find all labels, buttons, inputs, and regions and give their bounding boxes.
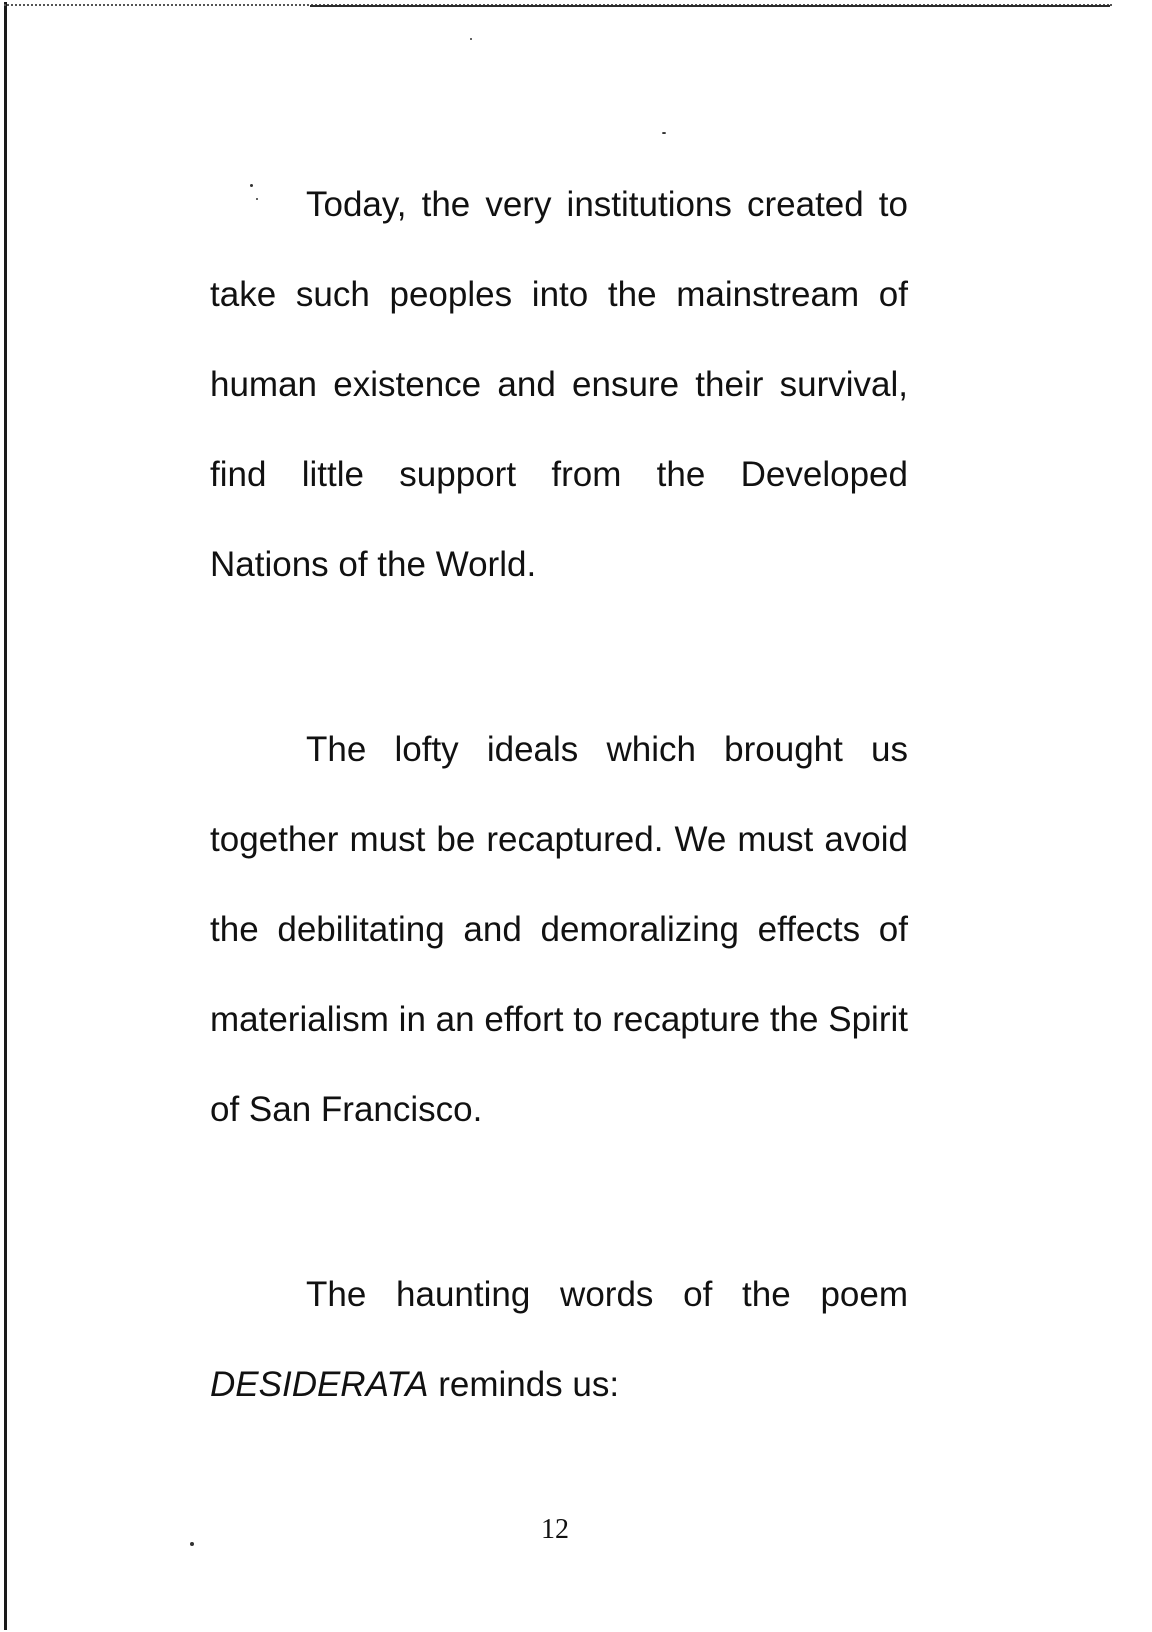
paragraph-3-text-after: reminds us:: [428, 1365, 620, 1404]
poem-title: DESIDERATA: [210, 1365, 429, 1404]
paragraph-2: The lofty ideals which brought us together must be recaptured. We must avoid the debilitating and demoralizing effects of materialism in an effort to recapture the Spirit of San Francisco.: [210, 730, 908, 1129]
scan-edge-left: [4, 2, 7, 1630]
scan-speck: [470, 38, 472, 40]
paragraph-3-text-before: The haunting words of the poem: [306, 1275, 908, 1314]
scan-speck: [662, 132, 666, 134]
paragraph-1: Today, the very institutions created to take such peoples into the mainstream of human existence and ensure their survival, find little support from the Developed Nations of the World.: [210, 185, 908, 584]
paragraph-3: [210, 1250, 908, 1430]
scan-edge-top-line: [310, 5, 1110, 7]
page-number: 12: [541, 1514, 569, 1545]
